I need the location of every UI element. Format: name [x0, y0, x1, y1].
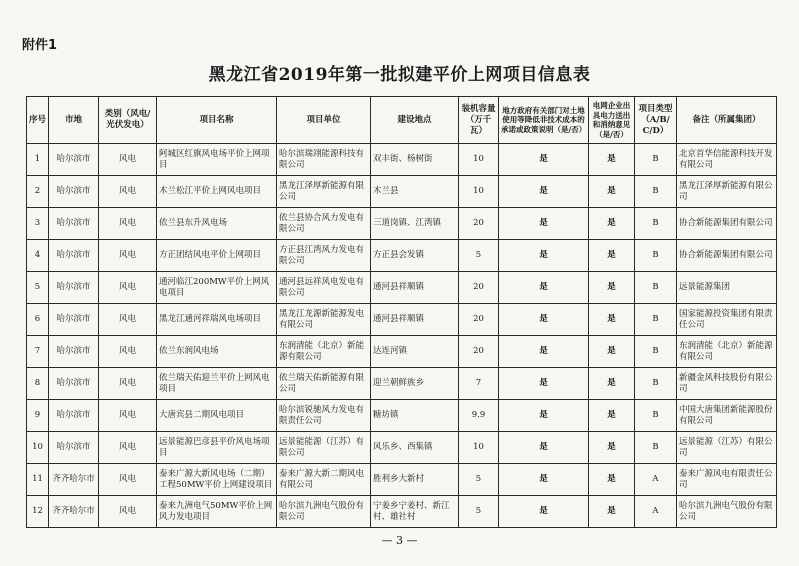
- cell-grid-opinion: 是: [589, 176, 635, 208]
- table-row: [27, 432, 777, 464]
- cell-category: B: [635, 336, 677, 368]
- cell-project-name: 木兰松江平价上网风电项目: [157, 176, 277, 208]
- cell-gov-commitment: 是: [499, 400, 589, 432]
- cell-project-unit: 远景能能源（江苏）有限公司: [277, 432, 371, 464]
- cell-city: 哈尔滨市: [49, 144, 99, 176]
- cell-type: 风电: [99, 144, 157, 176]
- table-row: [27, 368, 777, 400]
- cell-gov-commitment: 是: [499, 272, 589, 304]
- cell-city: 哈尔滨市: [49, 400, 99, 432]
- cell-type: 风电: [99, 304, 157, 336]
- attachment-label: 附件1: [22, 38, 58, 53]
- cell-project-name: 泰来九洲电气50MW平价上网风力发电项目: [157, 496, 277, 528]
- cell-city: 齐齐哈尔市: [49, 496, 99, 528]
- cell-project-name: 依兰瑞天佑迎兰平价上网风电项目: [157, 368, 277, 400]
- cell-grid-opinion: 是: [589, 144, 635, 176]
- cell-category: A: [635, 496, 677, 528]
- cell-location: 胜利乡大新村: [371, 464, 459, 496]
- cell-type: 风电: [99, 208, 157, 240]
- cell-project-name: 泰来广源大新风电场（二期）工程50MW平价上网建设项目: [157, 464, 277, 496]
- cell-category: B: [635, 368, 677, 400]
- cell-gov-commitment: 是: [499, 144, 589, 176]
- header-unit: 项目单位: [277, 97, 371, 144]
- cell-project-name: 方正团结风电平价上网项目: [157, 240, 277, 272]
- header-row: [27, 97, 777, 144]
- header-category: 项目类型（A/B/C/D）: [635, 97, 677, 144]
- cell-project-unit: 哈尔滨九洲电气股份有限公司: [277, 496, 371, 528]
- cell-city: 哈尔滨市: [49, 208, 99, 240]
- cell-project-unit: 哈尔滨锐驰风力发电有限责任公司: [277, 400, 371, 432]
- cell-type: 风电: [99, 496, 157, 528]
- cell-remark: 远景能源（江苏）有限公司: [677, 432, 777, 464]
- cell-grid-opinion: 是: [589, 208, 635, 240]
- table-row: [27, 400, 777, 432]
- cell-grid-opinion: 是: [589, 304, 635, 336]
- cell-location: 迎兰朝鲜族乡: [371, 368, 459, 400]
- cell-city: 哈尔滨市: [49, 240, 99, 272]
- cell-project-unit: 东润清能（北京）新能源有限公司: [277, 336, 371, 368]
- table-row: [27, 304, 777, 336]
- cell-capacity: 20: [459, 336, 499, 368]
- cell-seq: 10: [27, 432, 49, 464]
- page-number: — 3 —: [381, 534, 418, 547]
- cell-type: 风电: [99, 176, 157, 208]
- cell-type: 风电: [99, 464, 157, 496]
- cell-grid-opinion: 是: [589, 496, 635, 528]
- cell-gov-commitment: 是: [499, 432, 589, 464]
- cell-location: 通河县祥顺镇: [371, 272, 459, 304]
- document-title: 黑龙江省2019年第一批拟建平价上网项目信息表: [208, 65, 591, 85]
- cell-type: 风电: [99, 432, 157, 464]
- cell-capacity: 7: [459, 368, 499, 400]
- cell-gov-commitment: 是: [499, 304, 589, 336]
- table-row: [27, 240, 777, 272]
- cell-remark: 北京首华信能源科技开发有限公司: [677, 144, 777, 176]
- cell-category: B: [635, 304, 677, 336]
- cell-location: 木兰县: [371, 176, 459, 208]
- cell-location: 方正县会发镇: [371, 240, 459, 272]
- table-row: [27, 208, 777, 240]
- cell-capacity: 20: [459, 304, 499, 336]
- cell-seq: 2: [27, 176, 49, 208]
- cell-grid-opinion: 是: [589, 368, 635, 400]
- cell-project-unit: 哈尔滨瑞翊能源科技有限公司: [277, 144, 371, 176]
- cell-seq: 9: [27, 400, 49, 432]
- cell-capacity: 10: [459, 176, 499, 208]
- cell-type: 风电: [99, 272, 157, 304]
- cell-city: 哈尔滨市: [49, 304, 99, 336]
- cell-remark: 中国大唐集团新能源股份有限公司: [677, 400, 777, 432]
- header-gov-commitment: 地方政府有关部门对土地使用等降低非技术成本的承诺或政策说明（是/否）: [499, 97, 589, 144]
- cell-category: B: [635, 240, 677, 272]
- cell-grid-opinion: 是: [589, 432, 635, 464]
- cell-seq: 3: [27, 208, 49, 240]
- cell-seq: 8: [27, 368, 49, 400]
- table-row: [27, 336, 777, 368]
- cell-capacity: 5: [459, 464, 499, 496]
- cell-remark: 国家能源投资集团有限责任公司: [677, 304, 777, 336]
- cell-seq: 5: [27, 272, 49, 304]
- cell-project-name: 黑龙江通河祥瑞风电场项目: [157, 304, 277, 336]
- table-row: [27, 272, 777, 304]
- cell-seq: 1: [27, 144, 49, 176]
- cell-seq: 12: [27, 496, 49, 528]
- cell-category: B: [635, 176, 677, 208]
- table-row: [27, 176, 777, 208]
- table-row: [27, 496, 777, 528]
- cell-category: A: [635, 464, 677, 496]
- cell-seq: 4: [27, 240, 49, 272]
- project-info-table: [26, 96, 777, 528]
- cell-project-unit: 黑龙江龙源新能源发电有限公司: [277, 304, 371, 336]
- cell-capacity: 20: [459, 272, 499, 304]
- cell-remark: 东润清能（北京）新能源有限公司: [677, 336, 777, 368]
- header-remark: 备注（所属集团）: [677, 97, 777, 144]
- header-seq: 序号: [27, 97, 49, 144]
- cell-seq: 11: [27, 464, 49, 496]
- header-grid-opinion: 电网企业出具电力送出和消纳意见（是/否）: [589, 97, 635, 144]
- cell-project-unit: 方正县江湾风力发电有限公司: [277, 240, 371, 272]
- cell-location: 糖坊镇: [371, 400, 459, 432]
- cell-location: 三道岗镇、江湾镇: [371, 208, 459, 240]
- cell-type: 风电: [99, 400, 157, 432]
- cell-project-name: 远景能源巴彦县平价风电场项目: [157, 432, 277, 464]
- cell-project-name: 依兰东润风电场: [157, 336, 277, 368]
- cell-project-name: 阿城区红旗风电场平价上网项目: [157, 144, 277, 176]
- cell-category: B: [635, 272, 677, 304]
- cell-category: B: [635, 144, 677, 176]
- cell-city: 哈尔滨市: [49, 368, 99, 400]
- table-row: [27, 464, 777, 496]
- cell-grid-opinion: 是: [589, 272, 635, 304]
- cell-capacity: 10: [459, 144, 499, 176]
- cell-grid-opinion: 是: [589, 336, 635, 368]
- cell-remark: 新疆金风科技股份有限公司: [677, 368, 777, 400]
- cell-gov-commitment: 是: [499, 208, 589, 240]
- header-location: 建设地点: [371, 97, 459, 144]
- cell-capacity: 5: [459, 240, 499, 272]
- cell-project-name: 通河临江200MW平价上网风电项目: [157, 272, 277, 304]
- cell-category: B: [635, 432, 677, 464]
- cell-capacity: 9.9: [459, 400, 499, 432]
- cell-type: 风电: [99, 336, 157, 368]
- header-type: 类别（风电/光伏发电）: [99, 97, 157, 144]
- cell-city: 哈尔滨市: [49, 272, 99, 304]
- cell-project-unit: 通河县远祥风电发电有限公司: [277, 272, 371, 304]
- cell-gov-commitment: 是: [499, 336, 589, 368]
- cell-project-name: 大唐宾县二期风电项目: [157, 400, 277, 432]
- header-city: 市地: [49, 97, 99, 144]
- cell-city: 哈尔滨市: [49, 176, 99, 208]
- cell-grid-opinion: 是: [589, 240, 635, 272]
- cell-gov-commitment: 是: [499, 240, 589, 272]
- cell-type: 风电: [99, 240, 157, 272]
- header-name: 项目名称: [157, 97, 277, 144]
- table-row: [27, 144, 777, 176]
- cell-grid-opinion: 是: [589, 464, 635, 496]
- cell-gov-commitment: 是: [499, 176, 589, 208]
- cell-remark: 哈尔滨九洲电气股份有限公司: [677, 496, 777, 528]
- cell-remark: 泰来广源风电有限责任公司: [677, 464, 777, 496]
- cell-remark: 远景能源集团: [677, 272, 777, 304]
- cell-location: 双丰街、杨树街: [371, 144, 459, 176]
- cell-city: 哈尔滨市: [49, 336, 99, 368]
- cell-capacity: 5: [459, 496, 499, 528]
- cell-location: 达连河镇: [371, 336, 459, 368]
- cell-gov-commitment: 是: [499, 464, 589, 496]
- cell-grid-opinion: 是: [589, 400, 635, 432]
- cell-location: 宁姜乡宁姜村、新江村、雄社村: [371, 496, 459, 528]
- cell-gov-commitment: 是: [499, 368, 589, 400]
- cell-seq: 6: [27, 304, 49, 336]
- cell-remark: 协合新能源集团有限公司: [677, 240, 777, 272]
- cell-project-name: 依兰县东升风电场: [157, 208, 277, 240]
- cell-category: B: [635, 208, 677, 240]
- cell-city: 齐齐哈尔市: [49, 464, 99, 496]
- cell-project-unit: 泰来广源大新二期风电有限公司: [277, 464, 371, 496]
- cell-capacity: 20: [459, 208, 499, 240]
- cell-seq: 7: [27, 336, 49, 368]
- cell-capacity: 10: [459, 432, 499, 464]
- cell-city: 哈尔滨市: [49, 432, 99, 464]
- cell-gov-commitment: 是: [499, 496, 589, 528]
- cell-category: B: [635, 400, 677, 432]
- cell-remark: 黑龙江泽厚新能源有限公司: [677, 176, 777, 208]
- header-capacity: 装机容量（万千瓦）: [459, 97, 499, 144]
- cell-remark: 协合新能源集团有限公司: [677, 208, 777, 240]
- cell-location: 风乐乡、西集镇: [371, 432, 459, 464]
- cell-location: 通河县祥顺镇: [371, 304, 459, 336]
- cell-type: 风电: [99, 368, 157, 400]
- cell-project-unit: 黑龙江泽厚新能源有限公司: [277, 176, 371, 208]
- cell-project-unit: 依兰瑞天佑新能源有限公司: [277, 368, 371, 400]
- cell-project-unit: 依兰县协合风力发电有限公司: [277, 208, 371, 240]
